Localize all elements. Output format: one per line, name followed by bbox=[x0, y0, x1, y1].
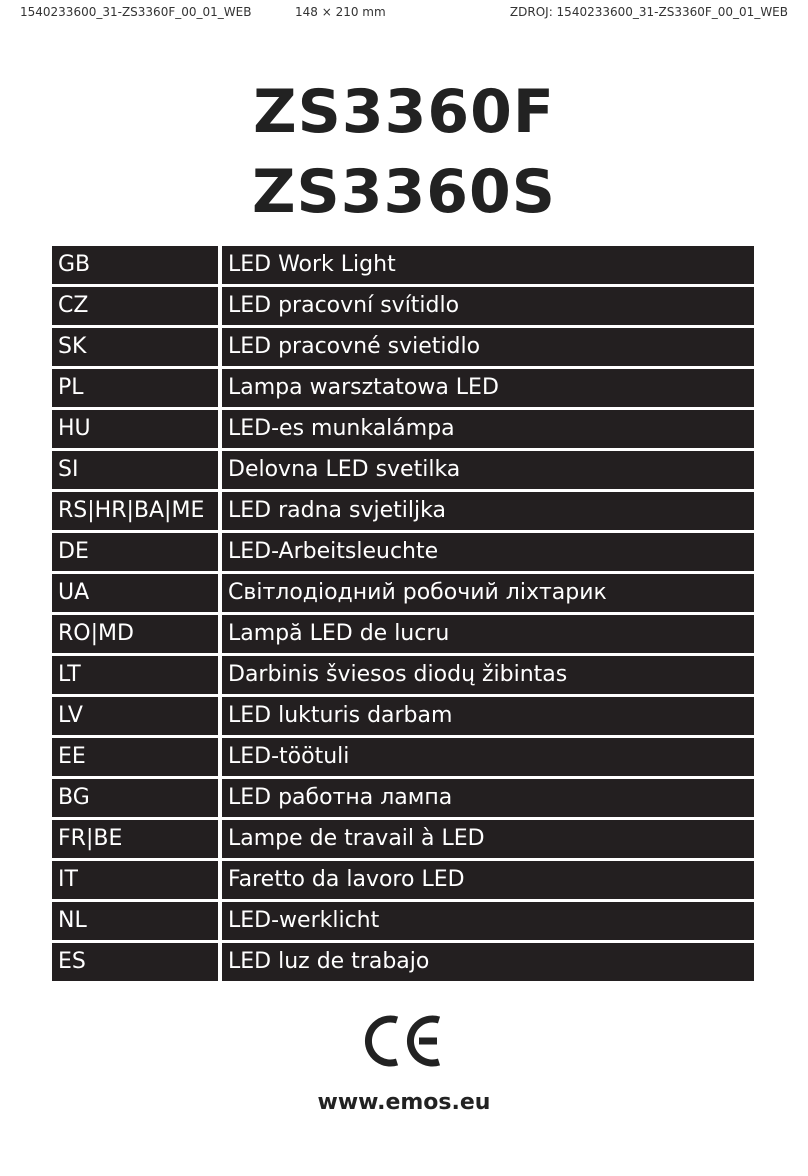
language-table bbox=[52, 246, 754, 984]
language-row bbox=[52, 902, 754, 940]
product-name: LED-werklicht bbox=[222, 902, 754, 940]
model-title-2: ZS3360S bbox=[252, 157, 556, 227]
product-name: LED luz de trabajo bbox=[222, 943, 754, 981]
product-name: Faretto da lavoro LED bbox=[222, 861, 754, 899]
language-row bbox=[52, 492, 754, 530]
language-code: ES bbox=[52, 943, 218, 981]
product-name: LED pracovné svietidlo bbox=[222, 328, 754, 366]
product-name: LED Work Light bbox=[222, 246, 754, 284]
language-code: BG bbox=[52, 779, 218, 817]
language-code: HU bbox=[52, 410, 218, 448]
file-id: 1540233600_31-ZS3360F_00_01_WEB bbox=[20, 5, 252, 19]
product-name: LED-Arbeitsleuchte bbox=[222, 533, 754, 571]
product-name: Lampă LED de lucru bbox=[222, 615, 754, 653]
language-code: SI bbox=[52, 451, 218, 489]
product-name: LED-töötuli bbox=[222, 738, 754, 776]
product-name: LED-es munkalámpa bbox=[222, 410, 754, 448]
source-label: ZDROJ: 1540233600_31-ZS3360F_00_01_WEB bbox=[509, 5, 788, 19]
language-row bbox=[52, 287, 754, 325]
ce-mark-icon bbox=[363, 1012, 445, 1070]
language-code: PL bbox=[52, 369, 218, 407]
product-name: LED pracovní svítidlo bbox=[222, 287, 754, 325]
language-code: UA bbox=[52, 574, 218, 612]
language-code: LT bbox=[52, 656, 218, 694]
product-name: LED работна лампа bbox=[222, 779, 754, 817]
language-code: IT bbox=[52, 861, 218, 899]
language-code: EE bbox=[52, 738, 218, 776]
product-name: Lampa warsztatowa LED bbox=[222, 369, 754, 407]
product-name: LED radna svjetiljka bbox=[222, 492, 754, 530]
model-titles bbox=[0, 72, 808, 232]
language-row bbox=[52, 246, 754, 284]
language-row bbox=[52, 369, 754, 407]
language-row bbox=[52, 328, 754, 366]
language-row bbox=[52, 615, 754, 653]
language-row bbox=[52, 738, 754, 776]
language-row bbox=[52, 820, 754, 858]
language-code: SK bbox=[52, 328, 218, 366]
language-code: RO|MD bbox=[52, 615, 218, 653]
language-code: CZ bbox=[52, 287, 218, 325]
language-code: NL bbox=[52, 902, 218, 940]
language-row bbox=[52, 697, 754, 735]
language-row bbox=[52, 943, 754, 981]
language-row bbox=[52, 410, 754, 448]
website-link[interactable]: www.emos.eu bbox=[317, 1090, 491, 1115]
language-code: RS|HR|BA|ME bbox=[52, 492, 218, 530]
model-title-1: ZS3360F bbox=[253, 77, 555, 147]
language-code: DE bbox=[52, 533, 218, 571]
language-row bbox=[52, 451, 754, 489]
product-name: Lampe de travail à LED bbox=[222, 820, 754, 858]
language-code: FR|BE bbox=[52, 820, 218, 858]
product-name: LED lukturis darbam bbox=[222, 697, 754, 735]
language-row bbox=[52, 574, 754, 612]
language-row bbox=[52, 861, 754, 899]
language-code: LV bbox=[52, 697, 218, 735]
product-name: Darbinis šviesos diodų žibintas bbox=[222, 656, 754, 694]
product-name: Світлодіодний робочий ліхтарик bbox=[222, 574, 754, 612]
language-row bbox=[52, 656, 754, 694]
language-code: GB bbox=[52, 246, 218, 284]
page-size: 148 × 210 mm bbox=[295, 5, 386, 19]
language-row bbox=[52, 533, 754, 571]
product-name: Delovna LED svetilka bbox=[222, 451, 754, 489]
language-row bbox=[52, 779, 754, 817]
